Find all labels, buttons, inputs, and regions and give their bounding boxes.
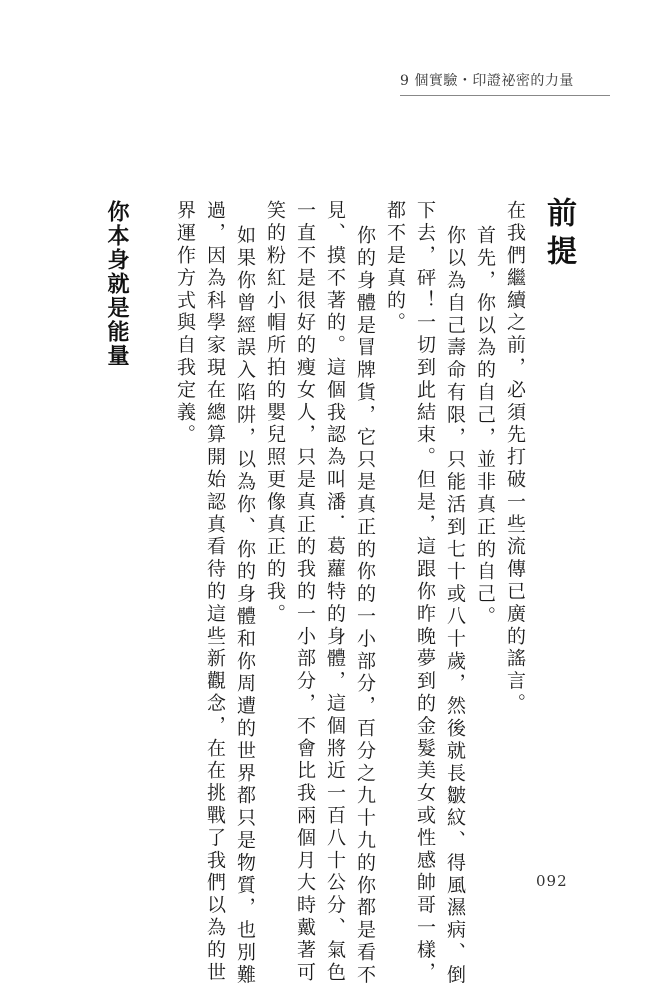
- paragraph-3-line-2: 下去，砰！一切到此結束。但是，這跟你昨晚夢到的金髮美女或性感帥哥一樣，: [414, 200, 436, 984]
- paragraph-2-line-1: 首先，你以為的自己，並非真正的自己。: [474, 225, 496, 629]
- paragraph-1-line-1: 在我們繼續之前，必須先打破一些流傳已廣的謠言。: [504, 200, 526, 716]
- paragraph-5-line-1: 如果你曾經誤入陷阱，以為你、你的身體和你周遭的世界都只是物質，也別難: [234, 225, 256, 987]
- paragraph-3-line-1: 你以為自己壽命有限，只能活到七十或八十歲，然後就長皺紋、得風濕病、倒: [444, 225, 466, 987]
- running-header: 9 個實驗・印證祕密的力量: [400, 73, 574, 89]
- paragraph-3-line-3: 都不是真的。: [384, 200, 406, 335]
- paragraph-5-line-2: 過，因為科學家現在總算開始認真看待的這些新觀念，在在挑戰了我們以為的世: [204, 200, 226, 984]
- page-number: 092: [536, 872, 568, 890]
- subsection-heading: 你本身就是能量: [104, 200, 129, 368]
- paragraph-4-line-4: 笑的粉紅小帽所拍的嬰兒照更像真正的我。: [264, 200, 286, 626]
- header-rule: [400, 95, 610, 96]
- paragraph-4-line-2: 見、摸不著的。這個我認為叫潘．葛蘿特的身體，這個將近一百八十公分、氣色: [324, 200, 346, 984]
- section-title: 前提: [541, 197, 576, 273]
- paragraph-5-line-3: 界運作方式與自我定義。: [174, 200, 196, 447]
- paragraph-4-line-1: 你的身體是冒牌貨，它只是真正的你的一小部分，百分之九十九的你都是看不: [354, 225, 376, 987]
- paragraph-4-line-3: 一直不是很好的瘦女人，只是真正的我的一小部分，不會比我兩個月大時戴著可: [294, 200, 316, 984]
